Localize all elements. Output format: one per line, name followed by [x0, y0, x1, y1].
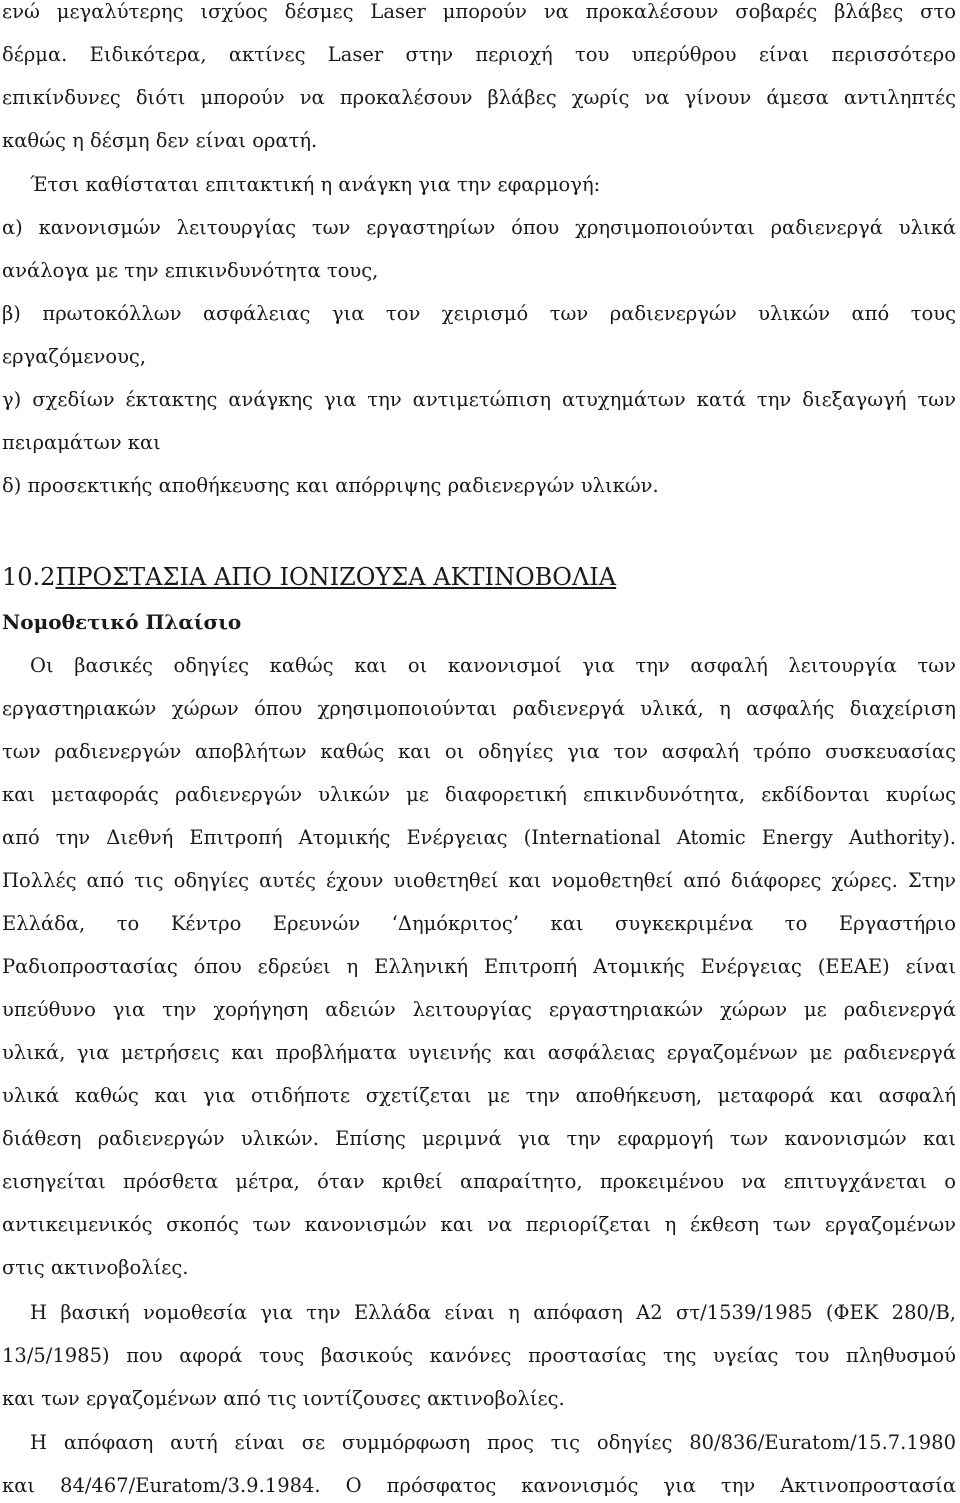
- paragraph-line: εργαστηριακών χώρων όπου χρησιμοποιούνται ραδιενεργά υλικά, η ασφαλής διαχείριση: [2, 697, 956, 720]
- paragraph-line: και μεταφοράς ραδιενεργών υλικών με διαφορετική επικινδυνότητα, εκδίδονται κυρίως: [2, 783, 956, 806]
- list-item-line: γ) σχεδίων έκτακτης ανάγκης για την αντιμετώπιση ατυχημάτων κατά την διεξαγωγή των: [2, 388, 956, 411]
- list-item-line: ανάλογα με την επικινδυνότητα τους,: [2, 259, 379, 282]
- list-item-line: β) πρωτοκόλλων ασφάλειας για τον χειρισμό των ραδιενεργών υλικών από τους: [2, 302, 956, 325]
- intro-line: επικίνδυνες διότι μπορούν να προκαλέσουν βλάβες χωρίς να γίνουν άμεσα αντιληπτές: [2, 86, 956, 109]
- list-item-line: δ) προσεκτικής αποθήκευσης και απόρριψης ραδιενεργών υλικών.: [2, 474, 659, 497]
- list-intro: Έτσι καθίσταται επιτακτική η ανάγκη για την εφαρμογή:: [30, 173, 601, 196]
- paragraph-line: Πολλές από τις οδηγίες αυτές έχουν υιοθετηθεί και νομοθετηθεί από διάφορες χώρες. Στην: [2, 869, 956, 892]
- paragraph-line: αντικειμενικός σκοπός των κανονισμών και να περιορίζεται η έκθεση των εργαζομένων: [2, 1213, 956, 1236]
- paragraph-line: στις ακτινοβολίες.: [2, 1256, 189, 1279]
- list-item-line: πειραμάτων και: [2, 431, 161, 454]
- paragraph-line: και των εργαζομένων από τις ιοντίζουσες ακτινοβολίες.: [2, 1387, 565, 1410]
- paragraph-line: Η βασική νομοθεσία για την Ελλάδα είναι η απόφαση Α2 στ/1539/1985 (ΦΕΚ 280/Β,: [30, 1301, 956, 1324]
- subsection-title: Νομοθετικό Πλαίσιο: [2, 610, 242, 634]
- paragraph-line: Η απόφαση αυτή είναι σε συμμόρφωση προς τις οδηγίες 80/836/Euratom/15.7.1980: [30, 1431, 956, 1454]
- intro-line: καθώς η δέσμη δεν είναι ορατή.: [2, 129, 318, 152]
- list-item-line: εργαζόμενους,: [2, 345, 147, 368]
- paragraph-line: των ραδιενεργών αποβλήτων καθώς και οι οδηγίες για τον ασφαλή τρόπο συσκευασίας: [2, 740, 956, 763]
- paragraph-line: Οι βασικές οδηγίες καθώς και οι κανονισμοί για την ασφαλή λειτουργία των: [30, 654, 956, 677]
- section-title: ΠΡΟΣΤΑΣΙΑ ΑΠΟ ΙΟΝΙΖΟΥΣΑ ΑΚΤΙΝΟΒΟΛΙΑ: [55, 563, 617, 591]
- paragraph-line: 13/5/1985) που αφορά τους βασικούς κανόνες προστασίας της υγείας του πληθυσμού: [2, 1344, 956, 1367]
- paragraph-line: εισηγείται πρόσθετα μέτρα, όταν κριθεί απαραίτητο, προκειμένου να επιτυγχάνεται ο: [2, 1170, 956, 1193]
- list-item-line: α) κανονισμών λειτουργίας των εργαστηρίων όπου χρησιμοποιούνται ραδιενεργά υλικά: [2, 216, 956, 239]
- paragraph-line: υπεύθυνο για την χορήγηση αδειών λειτουργίας εργαστηριακών χώρων με ραδιενεργά: [2, 998, 956, 1021]
- section-heading: [2, 562, 616, 592]
- intro-line: ενώ μεγαλύτερης ισχύος δέσμες Laser μπορούν να προκαλέσουν σοβαρές βλάβες στο: [2, 0, 956, 23]
- paragraph-line: και 84/467/Euratom/3.9.1984. Ο πρόσφατος κανονισμός για την Ακτινοπροστασία: [2, 1474, 956, 1497]
- paragraph-line: από την Διεθνή Επιτροπή Ατομικής Ενέργειας (International Atomic Energy Authority).: [2, 826, 956, 849]
- paragraph-line: Ραδιοπροστασίας όπου εδρεύει η Ελληνική Επιτροπή Ατομικής Ενέργειας (ΕΕΑΕ) είναι: [2, 955, 956, 978]
- paragraph-line: διάθεση ραδιενεργών υλικών. Επίσης μεριμνά για την εφαρμογή των κανονισμών και: [2, 1127, 956, 1150]
- paragraph-line: υλικά καθώς και για οτιδήποτε σχετίζεται με την αποθήκευση, μεταφορά και ασφαλή: [2, 1084, 956, 1107]
- paragraph-line: Ελλάδα, το Κέντρο Ερευνών ‘Δημόκριτος’ και συγκεκριμένα το Εργαστήριο: [2, 912, 956, 935]
- section-number: 10.2: [2, 563, 56, 591]
- intro-line: δέρμα. Ειδικότερα, ακτίνες Laser στην περιοχή του υπερύθρου είναι περισσότερο: [2, 43, 956, 66]
- paragraph-line: υλικά, για μετρήσεις και προβλήματα υγιεινής και ασφάλειας εργαζομένων με ραδιενεργά: [2, 1041, 956, 1064]
